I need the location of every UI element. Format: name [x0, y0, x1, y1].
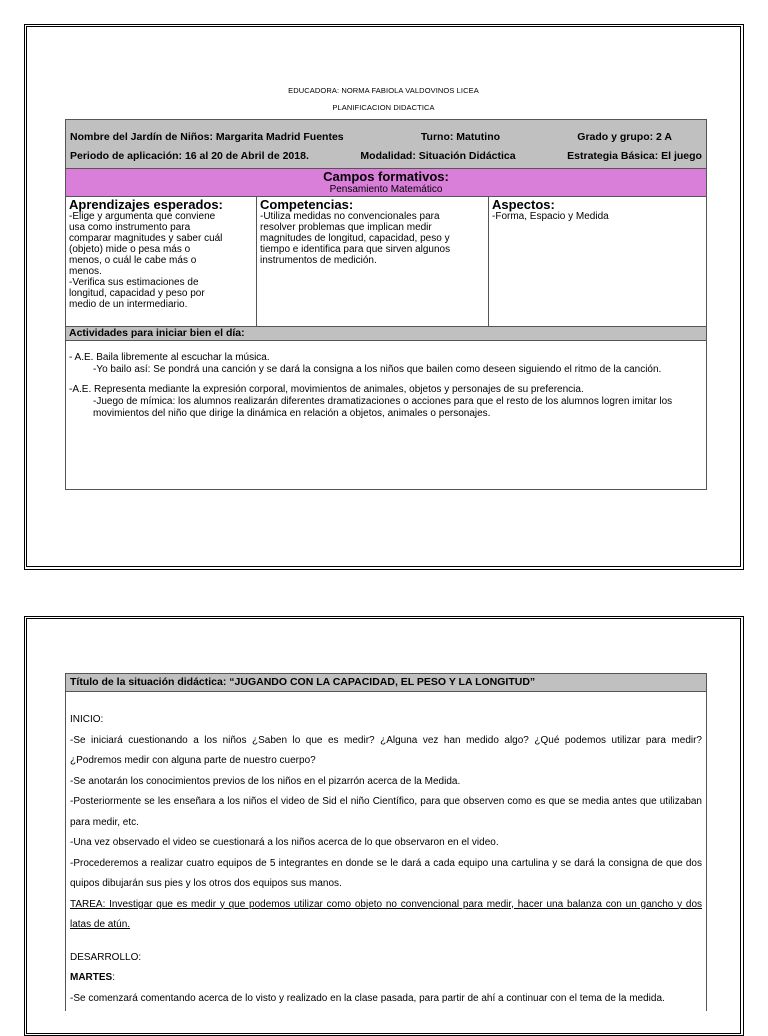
competencias-title: Competencias: [260, 197, 354, 212]
campos-subtitle: Pensamiento Matemático [329, 184, 443, 195]
header-planificacion: PLANIFICACION DIDACTICA [332, 103, 435, 112]
aprendizaje-line: usa como instrumento para [69, 222, 191, 233]
info-line-2 [70, 147, 702, 166]
planning-table [65, 119, 707, 490]
competencia-line: -Utiliza medidas no convencionales para [260, 211, 440, 222]
campos-cell [66, 169, 707, 197]
inicio-item: -Una vez observado el video se cuestionará a los niños acerca de lo que observaron en el video. [70, 837, 499, 848]
actividad-2-detalle: -Juego de mímica: los alumnos realizarán diferentes dramatizaciones o acciones para que el resto de los alumnos logren imitar los movimientos del niño que dirige la dinámica en relación a objetos, animales o personajes. [93, 396, 673, 419]
turno: Turno: Matutino [420, 131, 501, 143]
martes-colon: : [112, 972, 116, 983]
competencia-line: magnitudes de longitud, capacidad, peso y [260, 233, 450, 244]
aprendizaje-line: longitud, capacidad y peso por [69, 288, 205, 299]
aprendizajes-cell [66, 197, 257, 327]
aprendizaje-line: -Verifica sus estimaciones de [69, 277, 199, 288]
martes-text: -Se comenzará comentando acerca de lo visto y realizado en la clase pasada, para partir de ahí a continuar con el tema de la medida. [70, 992, 665, 1004]
aprendizaje-line: menos. [69, 266, 102, 277]
aprendizajes-text [69, 211, 253, 310]
page-2 [24, 616, 744, 1036]
desarrollo-label: DESARROLLO: [70, 951, 142, 963]
competencias-text [260, 211, 485, 266]
actividades-body [69, 342, 703, 488]
martes-label: MARTES [70, 972, 113, 983]
actividades-cell [66, 341, 707, 490]
situacion-title: Título de la situación didáctica: “JUGANDO CON LA CAPACIDAD, EL PESO Y LA LONGITUD” [66, 674, 707, 692]
competencia-line: instrumentos de medición. [260, 255, 377, 266]
inicio-item: -Se anotarán los conocimientos previos de los niños en el pizarrón acerca de la Medida. [70, 775, 461, 787]
info-line-1 [70, 128, 702, 147]
estrategia: Estrategia Básica: El juego [567, 150, 702, 162]
campos-title: Campos formativos: [323, 169, 449, 184]
header-educadora: EDUCADORA: NORMA FABIOLA VALDOVINOS LICEA [288, 86, 479, 95]
inicio-label: INICIO: [70, 714, 104, 725]
aprendizajes-title: Aprendizajes esperados: [69, 197, 223, 212]
modalidad: Modalidad: Situación Didáctica [360, 150, 516, 162]
competencia-line: resolver problemas que implican medir [260, 222, 432, 233]
grado-grupo: Grado y grupo: 2 A [577, 131, 672, 143]
aspectos-text: -Forma, Espacio y Medida [492, 211, 609, 222]
info-cell [66, 120, 707, 169]
actividades-title: Actividades para iniciar bien el día: [69, 327, 245, 339]
inicio-item: -Se iniciará cuestionando a los niños ¿Saben lo que es medir? ¿Alguna vez han medido algo? ¿Qué podemos utilizar para medir? ¿Podremos medir con alguna parte de nuestro cuerpo? [70, 734, 702, 766]
situacion-body [66, 692, 707, 1012]
page-1 [24, 24, 744, 570]
jardin-name: Nombre del Jardín de Niños: Margarita Madrid Fuentes [70, 131, 344, 143]
periodo: Periodo de aplicación: 16 al 20 de Abril de 2018. [70, 150, 309, 162]
situacion-table [65, 673, 707, 1011]
competencia-line: tiempo e identifica para que sirven algunos [260, 244, 451, 255]
aprendizaje-line: (objeto) mide o pesa más o [69, 244, 191, 255]
competencias-cell [257, 197, 489, 327]
actividad-1-detalle: -Yo bailo así: Se pondrá una canción y se dará la consigna a los niños que bailen como deseen siguiendo el ritmo de la canción. [93, 364, 662, 375]
actividad-1: - A.E. Baila libremente al escuchar la música. [69, 352, 270, 363]
inicio-item: -Posteriormente se les enseñara a los niños el video de Sid el niño Científico, para que observen como es que se media antes que utilizaban para medir, etc. [70, 796, 702, 828]
aprendizaje-line: medio de un intermediario. [69, 299, 188, 310]
aprendizaje-line: comparar magnitudes y saber cuál [69, 233, 223, 244]
martes-heading [70, 968, 702, 989]
actividades-header [66, 327, 707, 341]
actividad-2: -A.E. Representa mediante la expresión corporal, movimientos de animales, objetos y personajes de su preferencia. [69, 384, 584, 395]
tarea: TAREA: Investigar que es medir y que podemos utilizar como objeto no convencional para medir, hacer una balanza con un gancho y dos latas de atún. [70, 898, 702, 930]
aspectos-title: Aspectos: [492, 197, 555, 212]
aprendizaje-line: menos, o cuál le cabe más o [69, 255, 197, 266]
aprendizaje-line: -Elige y argumenta que conviene [69, 211, 216, 222]
aspectos-cell [489, 197, 707, 327]
inicio-item: -Procederemos a realizar cuatro equipos de 5 integrantes en donde se le dará a cada equipo una cartulina y se dará la consigna de que dos quipos dibujarán sus pies y los otros dos equipos sus manos. [70, 857, 702, 889]
